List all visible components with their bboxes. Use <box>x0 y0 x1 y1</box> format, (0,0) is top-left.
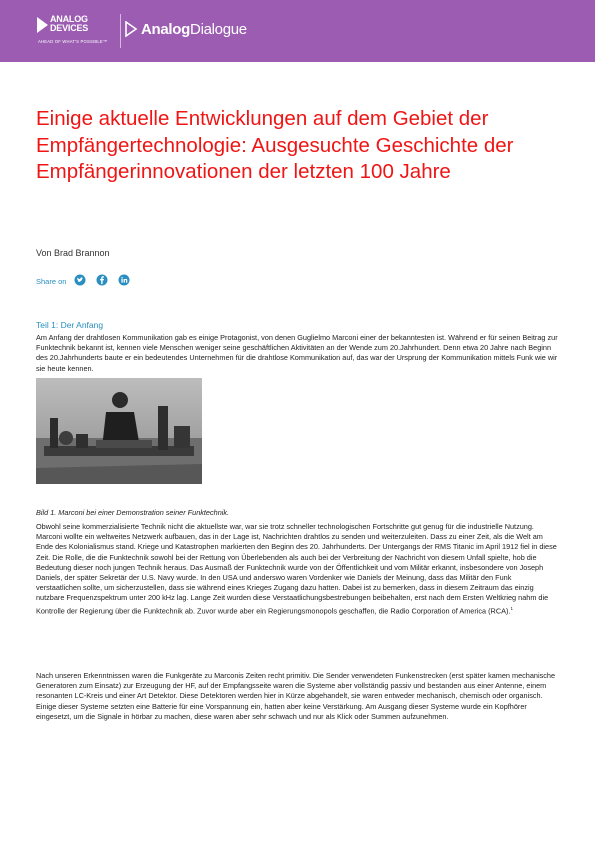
figure-caption: Bild 1. Marconi bei einer Demonstration seiner Funktechnik. <box>36 508 230 517</box>
section-heading: Teil 1: Der Anfang <box>36 320 104 330</box>
paragraph-history-text: Obwohl seine kommerzialisierte Technik nicht die aktuellste war, war sie trotz schneller technologischen Fortschritte gut genug für die industrielle Nutzung. Marconi wollte ein weltweites Netzwerk aufbauen, das in der Lage ist, Nachrichten drahtlos zu senden und weiterzuleiten. Dass zu einer Zeit, als die Welt am Ende des Kolonialismus stand. Kriege und Katastrophen markierten den Beginn des 20. Jahrhunderts. Der Untergangs der RMS Titanic im April 1912 fiel in diese Zeit. Die Rolle, die die Funktechnik sowohl bei der Rettung von Überlebenden als auch bei der Verbreitung der Nachricht von diesem Unfall spielte, hob die Bedeutung dieser noch jungen Technik heraus. Das Ausmaß der Funktechnik wurde von der Öffentlichkeit und vom Militär erkannt, insbesondere von Joseph Daniels, der später Sekretär der U.S. Navy wurde. In den USA und anderswo waren Vordenker wie Daniels der Meinung, dass das Militär den Funk verstaatlichen sollte, um sicherzustellen, dass sie während eines Krieges Zugang dazu hatten. Dabei ist zu bemerken, dass in diesem Zeitraum das einzig nutzbare Frequenzspektrum unter 200 kHz lag. Lange Zeit wurden diese Verstaatlichungsbestrebungen beibehalten, erst nach dem Ersten Weltkrieg nahm die Kontrolle der Regierung über die Funktechnik ab. Zuvor wurde aber ein Regierungsmonopols geschaffen, die Radio Corporation of America (RCA). <box>36 522 557 616</box>
analog-dialogue-wordmark <box>141 21 247 38</box>
paragraph-history <box>36 522 558 616</box>
twitter-icon[interactable] <box>74 274 86 286</box>
article-title: Einige aktuelle Entwicklungen auf dem Gebiet der Empfängertechnologie: Ausgesuchte Geschichte der Empfängerinnovationen der letzten 100 Jahre <box>36 107 514 183</box>
share-label: Share on <box>36 277 67 286</box>
brand-regular: Dialogue <box>190 21 247 38</box>
adi-triangle-icon <box>37 17 48 33</box>
adi-wordmark-line2: DEVICES <box>50 23 89 33</box>
analog-dialogue-icon <box>125 21 139 37</box>
paragraph-receivers: Nach unseren Erkenntnissen waren die Funkgeräte zu Marconis Zeiten recht primitiv. Die Sender verwendeten Funkenstrecken (erst später kamen mechanische Generatoren zum Einsatz) zur Erzeugung der HF, auf der Empfangsseite waren die Systeme aber vollständig passiv und bestanden aus einer Antenne, einem resonanten LC-Kreis und einer Art Detektor. Diese Detektoren werden hier in Kürze abgehandelt, sie waren entweder mechanisch, chemisch oder organisch. Einige dieser Systeme setzten eine Batterie für eine Vorspannung ein, hatten aber keine Verstärkung. Am Ausgang dieser Systeme wurde ein Kopfhörer eingesetzt, um die Signale in hörbar zu machen, diese waren aber sehr schwach und nur als Klick oder Summen aufzunehmen. <box>36 671 556 721</box>
adi-wordmark-line1: ANALOG <box>50 14 88 24</box>
analog-dialogue-logo[interactable] <box>125 20 265 42</box>
header-divider <box>120 14 121 48</box>
footnote-marker[interactable]: 1 <box>510 605 513 611</box>
marconi-photo <box>36 378 202 484</box>
linkedin-icon[interactable] <box>118 274 130 286</box>
header-banner <box>0 0 595 62</box>
adi-wordmark <box>50 15 88 33</box>
analog-devices-logo[interactable] <box>37 14 117 48</box>
brand-bold: Analog <box>141 21 191 38</box>
paragraph-intro: Am Anfang der drahtlosen Kommunikation gab es einige Protagonist, von denen Guglielmo Marconi einer der bekanntesten ist. Während er für seinen Beitrag zur Funktechnik bekannt ist, kennen viele Menschen weniger seine geschäftlichen Aktivitäten an der Wende zum 20.Jahrhundert. Denn etwa 20 Jahre nach Beginn des 20.Jahrhunderts baute er ein bedeutendes Unternehmen für die drahtlose Kommunikation auf, das war der Ursprung der Kommunikation mittels Funk wie wir sie heute kennen. <box>36 333 558 373</box>
facebook-icon[interactable] <box>96 274 108 286</box>
author-byline: Von Brad Brannon <box>36 248 110 258</box>
adi-tagline: AHEAD OF WHAT'S POSSIBLE™ <box>38 39 108 44</box>
